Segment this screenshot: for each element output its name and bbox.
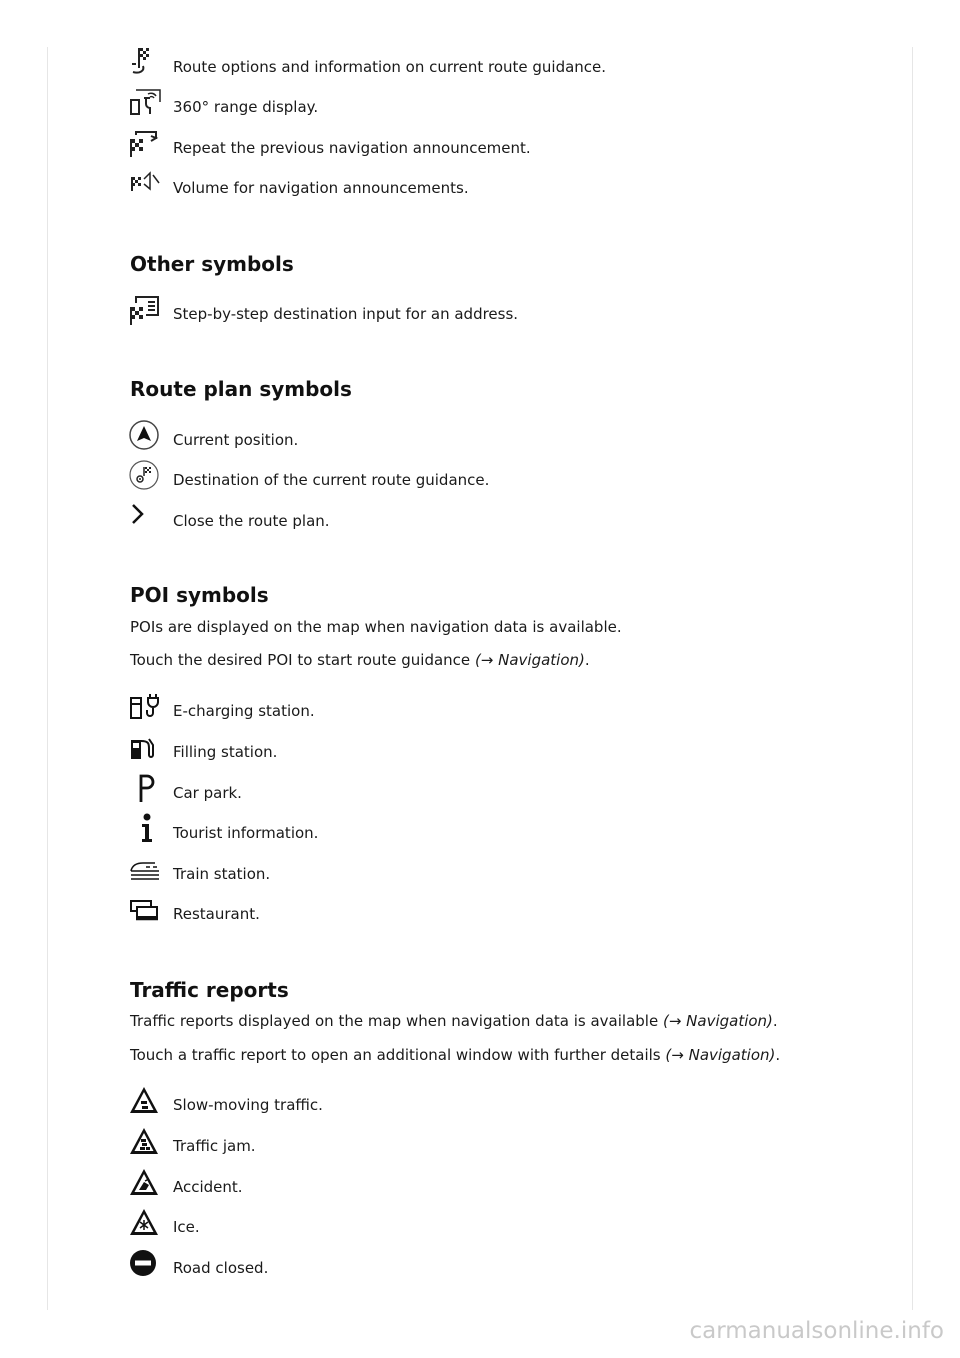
- list-item-label: Train station.: [173, 865, 271, 883]
- list-item-label: Slow-moving traffic.: [173, 1096, 323, 1114]
- list-item-label: 360° range display.: [173, 98, 319, 116]
- list-item-label: Step-by-step destination input for an address.: [173, 305, 519, 323]
- section-heading: Traffic reports: [130, 978, 289, 1002]
- section-heading: Other symbols: [130, 252, 294, 276]
- poi-instruction: [130, 651, 590, 669]
- instruction-text: Touch the desired POI to start route guidance: [130, 651, 475, 669]
- list-item-label: Tourist information.: [173, 824, 319, 842]
- navigation-reference-link[interactable]: (→ Navigation): [474, 651, 585, 669]
- slow-moving-traffic-icon: [128, 1084, 162, 1116]
- watermark: carmanualsonline.info: [689, 1318, 944, 1344]
- left-margin-rule: [47, 47, 48, 1310]
- navigation-reference-link[interactable]: (→ Navigation): [665, 1046, 776, 1064]
- list-item-label: Restaurant.: [173, 905, 260, 923]
- list-item-label: Close the route plan.: [173, 512, 330, 530]
- destination-icon: [128, 459, 162, 491]
- accident-icon: [128, 1166, 162, 1198]
- list-item-label: Car park.: [173, 784, 242, 802]
- list-item-label: Traffic jam.: [173, 1137, 256, 1155]
- list-item-label: Road closed.: [173, 1259, 269, 1277]
- list-item-label: Accident.: [173, 1178, 243, 1196]
- navigation-reference-link[interactable]: (→ Navigation): [662, 1012, 773, 1030]
- instruction-text: Touch a traffic report to open an additional window with further details: [130, 1046, 666, 1064]
- list-item-label: Current position.: [173, 431, 299, 449]
- range-display-icon: [128, 86, 162, 118]
- list-item-label: Filling station.: [173, 743, 278, 761]
- list-item-label: Repeat the previous navigation announcement.: [173, 139, 531, 157]
- list-item-label: Volume for navigation announcements.: [173, 179, 469, 197]
- chevron-right-icon: [128, 500, 162, 532]
- step-by-step-input-icon: [128, 293, 162, 325]
- traffic-intro: [130, 1012, 778, 1030]
- train-station-icon: [128, 853, 162, 885]
- tourist-information-icon: [128, 812, 162, 844]
- checkered-flag-route-icon: [128, 46, 162, 78]
- traffic-instruction: [130, 1046, 780, 1064]
- e-charging-station-icon: [128, 690, 162, 722]
- right-margin-rule: [912, 47, 913, 1310]
- road-closed-icon: [128, 1247, 162, 1279]
- restaurant-icon: [128, 893, 162, 925]
- car-park-icon: [128, 772, 162, 804]
- section-heading: POI symbols: [130, 583, 269, 607]
- repeat-announcement-icon: [128, 127, 162, 159]
- instruction-end: .: [584, 651, 590, 669]
- traffic-jam-icon: [128, 1125, 162, 1157]
- list-item-label: Route options and information on current route guidance.: [173, 58, 607, 76]
- ice-icon: [128, 1206, 162, 1238]
- list-item-label: E-charging station.: [173, 702, 315, 720]
- announcement-volume-icon: [128, 167, 162, 199]
- intro-text: Traffic reports displayed on the map when navigation data is available: [130, 1012, 663, 1030]
- list-item-label: Ice.: [173, 1218, 200, 1236]
- section-heading: Route plan symbols: [130, 377, 352, 401]
- current-position-icon: [128, 419, 162, 451]
- instruction-end: .: [775, 1046, 781, 1064]
- list-item-label: Destination of the current route guidance.: [173, 471, 490, 489]
- filling-station-icon: [128, 731, 162, 763]
- poi-intro: POIs are displayed on the map when navigation data is available.: [130, 618, 622, 636]
- intro-end: .: [772, 1012, 778, 1030]
